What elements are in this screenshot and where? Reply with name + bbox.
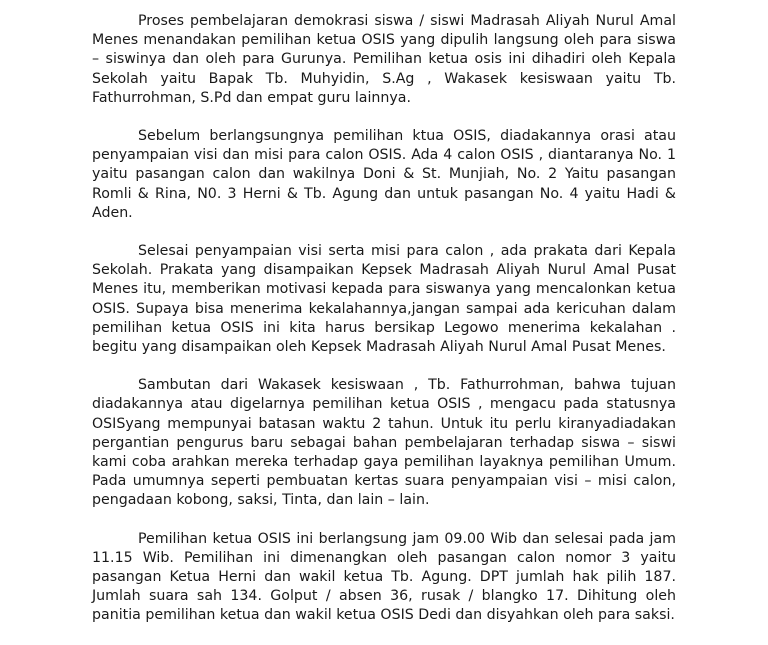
paragraph-principal-speech: Selesai penyampaian visi serta misi para calon , ada prakata dari Kepala Sekolah. Prakata yang disampaikan Kepsek Madrasah Aliyah Nurul Amal Pusat Menes itu, memberikan motivasi kepada para siswanya yang mencalonkan ketua OSIS. Supaya bisa menerima kekalahannya,jangan sampai ada kericuhan dalam pemilihan ketua OSIS ini kita harus bersikap Legowo menerima kekalahan . begitu yang disampaikan oleh Kepsek Madrasah Aliyah Nurul Amal Pusat Menes.	[92, 243, 676, 356]
paragraph-intro: Proses pembelajaran demokrasi siswa / siswi Madrasah Aliyah Nurul Amal Menes menandakan pemilihan ketua OSIS yang dipulih langsung oleh para siswa – siswinya dan oleh para Gurunya. Pemilihan ketua osis ini dihadiri oleh Kepala Sekolah yaitu Bapak Tb. Muhyidin, S.Ag , Wakasek kesiswaan yaitu Tb. Fathurrohman, S.Pd dan empat guru lainnya.	[92, 13, 676, 106]
paragraph-election-result: Pemilihan ketua OSIS ini berlangsung jam 09.00 Wib dan selesai pada jam 11.15 Wib. Pemilihan ini dimenangkan oleh pasangan calon nomor 3 yaitu pasangan Ketua Herni dan wakil ketua Tb. Agung. DPT jumlah hak pilih 187. Jumlah suara sah 134. Golput / absen 36, rusak / blangko 17. Dihitung oleh panitia pemilihan ketua dan wakil ketua OSIS Dedi dan disyahkan oleh para saksi.	[92, 530, 676, 624]
document-body	[92, 12, 676, 645]
paragraph-candidates: Sebelum berlangsungnya pemilihan ktua OSIS, diadakannya orasi atau penyampaian visi dan misi para calon OSIS. Ada 4 calon OSIS , diantaranya No. 1 yaitu pasangan calon dan wakilnya Doni & St. Munjiah, No. 2 Yaitu pasangan Romli & Rina, N0. 3 Herni & Tb. Agung dan untuk pasangan No. 4 yaitu Hadi & Aden.	[92, 128, 676, 221]
paragraph-vice-principal-speech: Sambutan dari Wakasek kesiswaan , Tb. Fathurrohman, bahwa tujuan diadakannya atau digelarnya pemilihan ketua OSIS , mengacu pada statusnya OSISyang mempunyai batasan waktu 2 tahun. Untuk itu perlu kiranyadiadakan pergantian pengurus baru sebagai bahan pembelajaran terhadap siswa – siswi kami coba arahkan mereka terhadap gaya pemilihan layaknya pemilihan Umum. Pada umumnya seperti pembuatan kertas suara penyampaian visi – misi calon, pengadaan kobong, saksi, Tinta, dan lain – lain.	[92, 377, 676, 509]
